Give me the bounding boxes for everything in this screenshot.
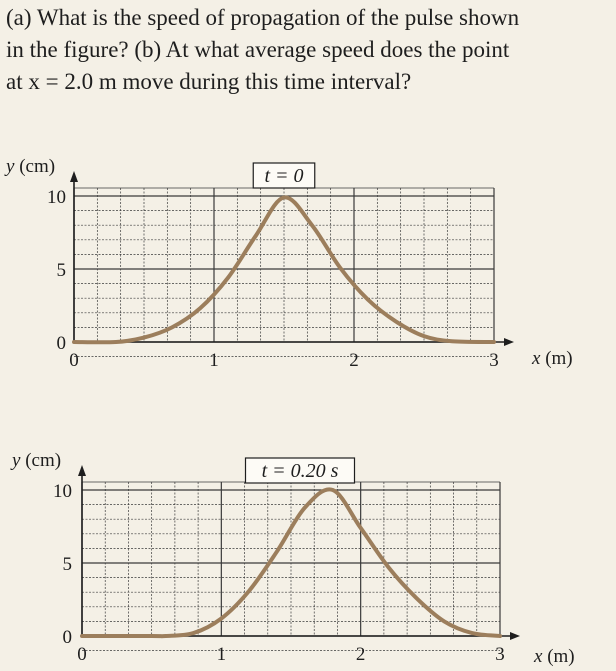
chart-t0-xlabel	[531, 348, 573, 369]
y-tick-label: 10	[53, 481, 72, 502]
x-tick-label: 1	[216, 644, 227, 665]
question-line-2: in the figure? (b) At what average speed does the point	[6, 37, 510, 62]
y-tick-label: 5	[56, 260, 66, 281]
chart-t020-ylabel	[10, 450, 61, 471]
chart-t020-title: t = 0.20 s	[261, 460, 339, 482]
x-tick-label: 3	[489, 350, 499, 371]
ylabel-var: y	[12, 450, 21, 471]
chart-t020	[10, 450, 575, 667]
x-tick-label: 2	[355, 644, 366, 665]
question-line-3: at x = 2.0 m move during this time interval?	[6, 69, 412, 94]
y-axis-arrow	[78, 465, 86, 476]
ylabel-unit: (cm)	[14, 156, 56, 177]
x-axis-arrow	[504, 338, 514, 346]
chart-t0-y-ticks	[47, 187, 66, 354]
chart-t020-grid	[82, 482, 500, 651]
xlabel-unit: (m)	[542, 646, 575, 667]
chart-t0-x-ticks	[69, 350, 499, 371]
x-tick-label: 2	[349, 350, 359, 371]
x-tick-label: 3	[495, 644, 505, 665]
y-axis-arrow	[70, 171, 78, 182]
y-tick-label: 10	[47, 187, 66, 208]
y-tick-label: 0	[56, 333, 66, 354]
xlabel-unit: (m)	[540, 348, 573, 369]
chart-t0-ylabel	[4, 156, 55, 177]
chart-t0-grid	[74, 188, 494, 357]
chart-t020-x-ticks	[77, 644, 505, 665]
x-tick-label: 1	[209, 350, 219, 371]
x-axis-arrow	[510, 632, 520, 640]
xlabel-var: x	[534, 646, 543, 667]
question-line-1: (a) What is the speed of propagation of the pulse shown	[6, 5, 520, 30]
y-tick-label: 5	[62, 554, 72, 575]
chart-t020-xlabel	[533, 646, 575, 667]
xlabel-var: x	[532, 348, 541, 369]
x-tick-label: 0	[77, 644, 87, 665]
x-tick-label: 0	[69, 350, 79, 371]
ylabel-var: y	[6, 156, 15, 177]
chart-t0-title: t = 0	[264, 165, 304, 187]
chart-t0	[4, 156, 573, 371]
ylabel-unit: (cm)	[20, 450, 62, 471]
chart-t020-y-ticks	[53, 481, 72, 648]
y-tick-label: 0	[62, 627, 72, 648]
